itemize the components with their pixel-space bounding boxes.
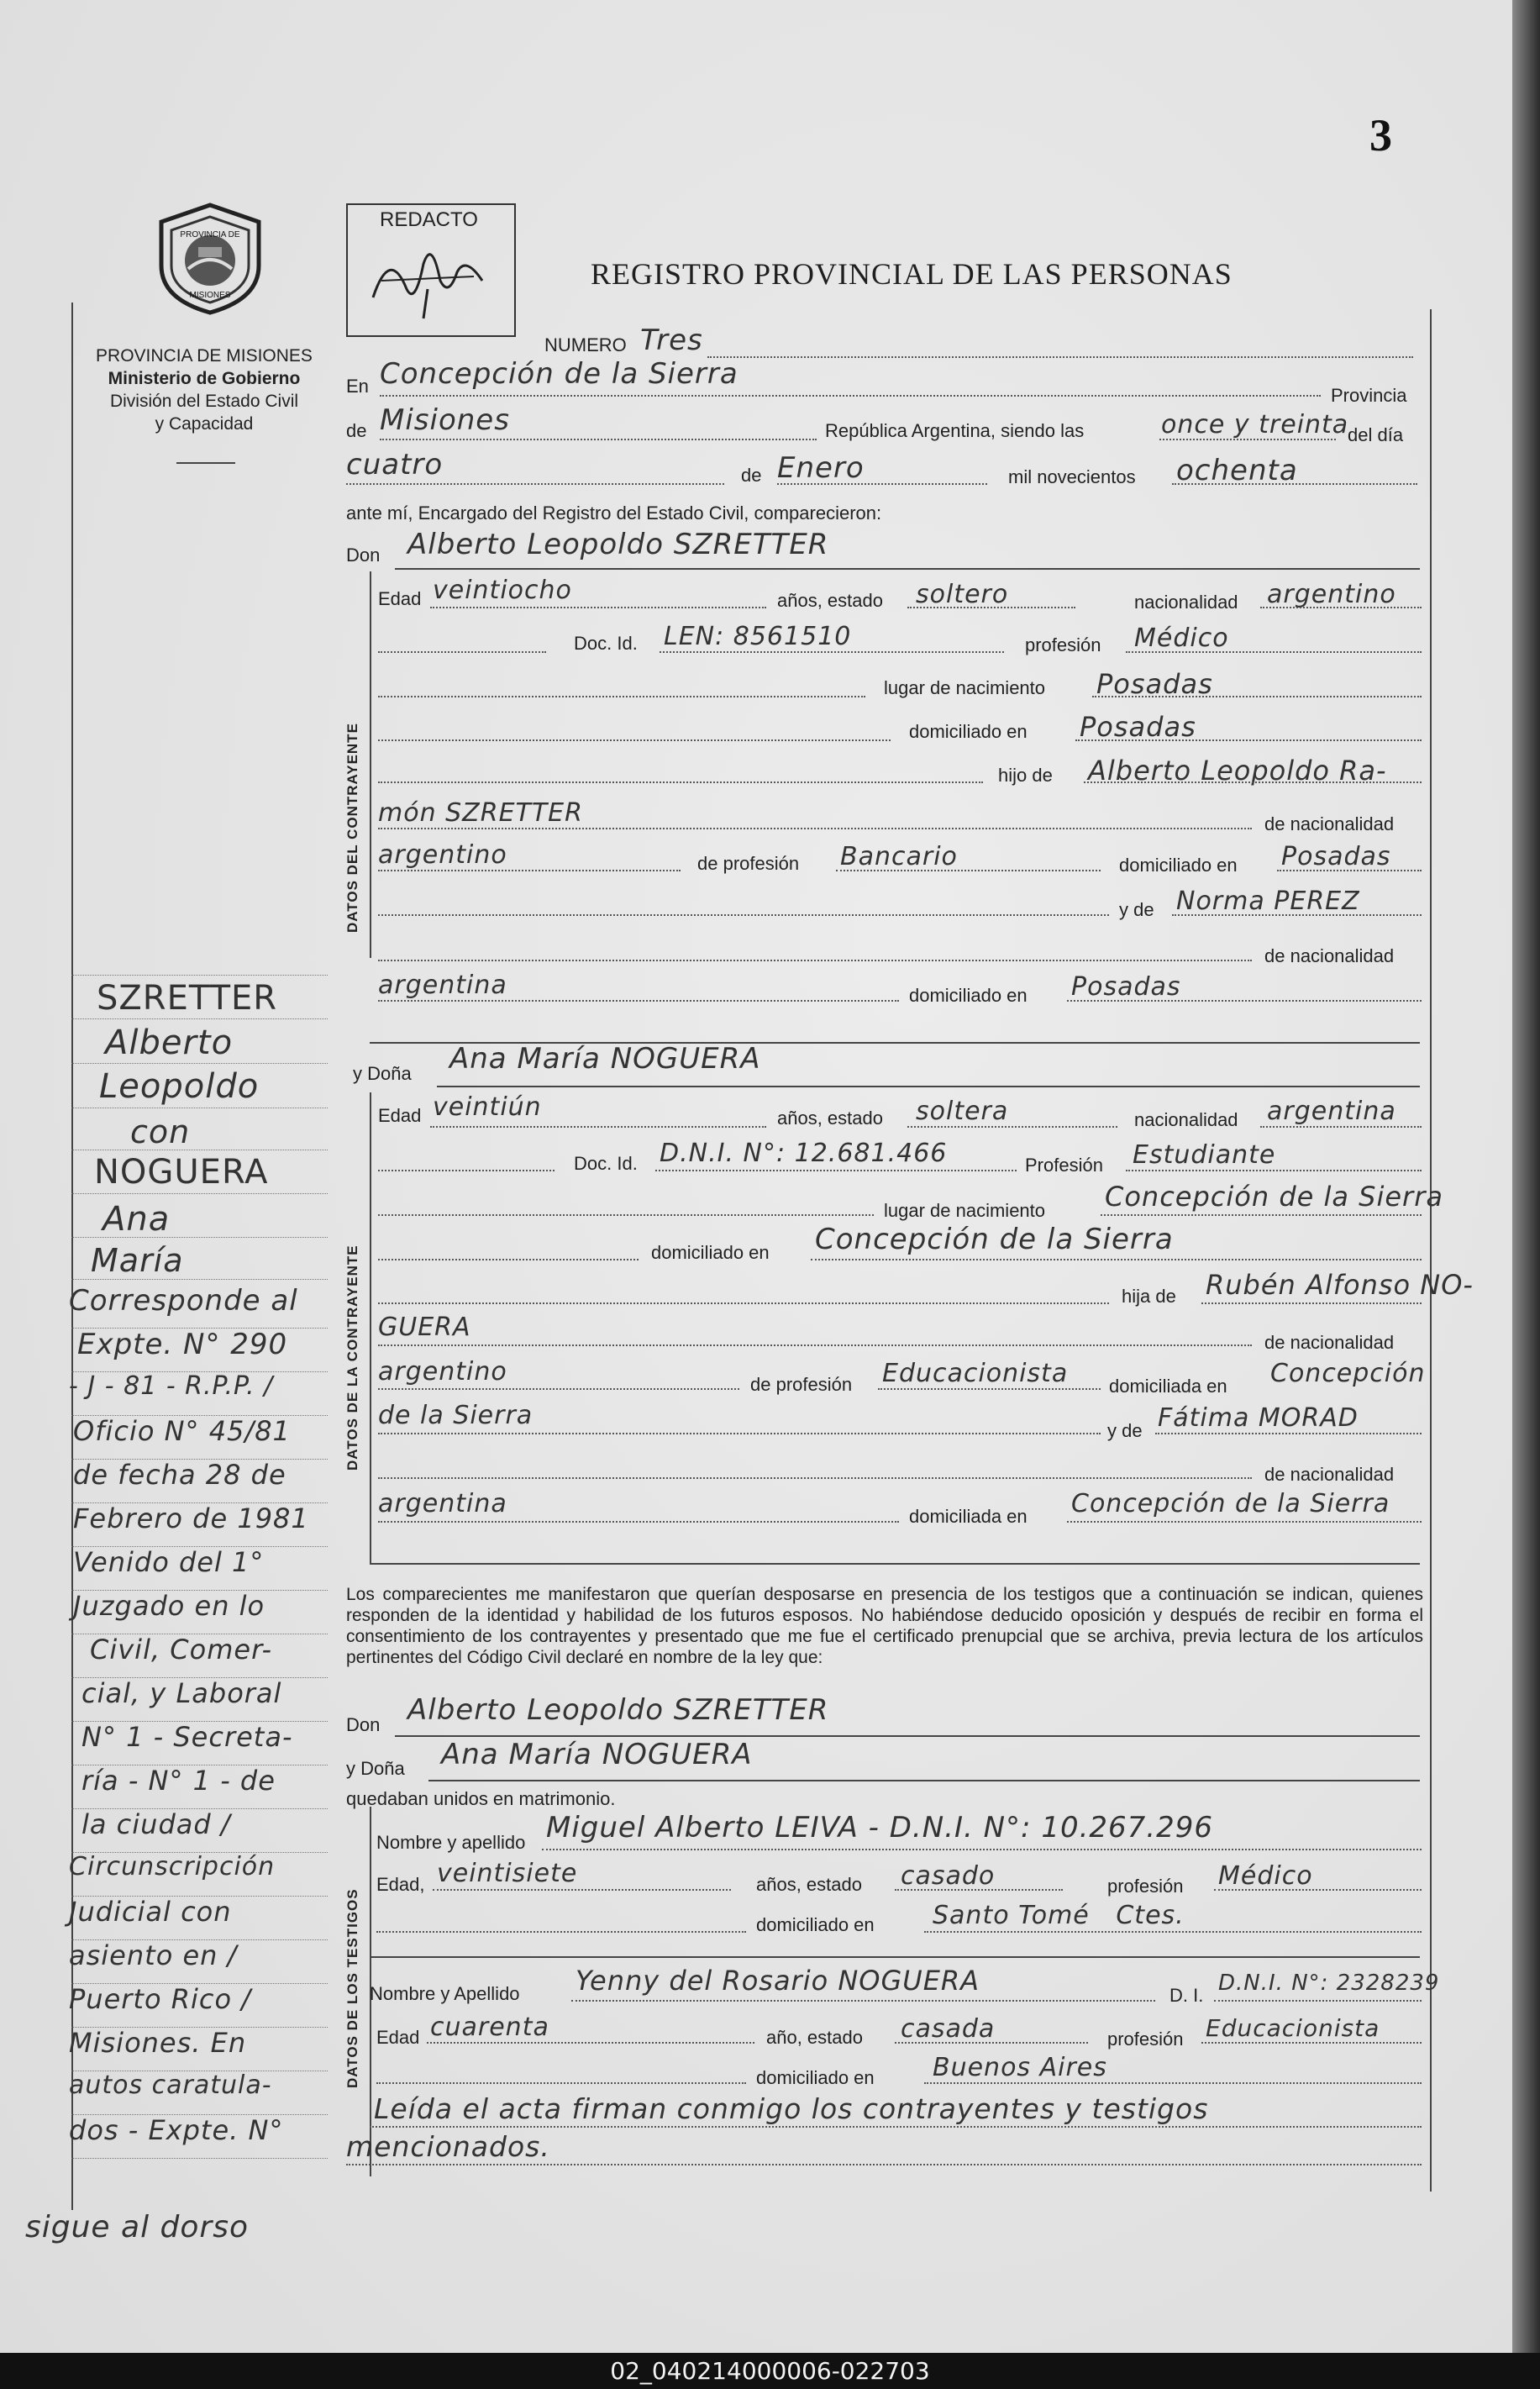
a-padre-line-2 <box>378 1344 1252 1346</box>
decl-don-line <box>395 1735 1420 1737</box>
a-padre-value-1: Rubén Alfonso NO- <box>1206 1269 1474 1301</box>
margin-name-3: Leopoldo <box>99 1067 260 1106</box>
c-madre-line <box>1172 914 1422 916</box>
ministry-line-4: y Capacidad <box>155 414 254 434</box>
margin-name-7: María <box>91 1242 184 1279</box>
c-padre-line-2 <box>378 828 1252 829</box>
decl-dona-value: Ana María NOGUERA <box>441 1738 753 1771</box>
margin-name-4: con <box>130 1113 191 1150</box>
a-madre-nac-line <box>378 1521 899 1523</box>
c-dom-label: domiciliado en <box>909 721 1028 742</box>
c-prof-line <box>1126 651 1422 653</box>
contrayenta-section-rule <box>370 1092 371 1563</box>
margin-name-5: NOGUERA <box>94 1153 269 1192</box>
a-doc-label: Doc. Id. <box>574 1153 638 1174</box>
provincia-line <box>380 439 817 440</box>
a-padre-prof-label: de profesión <box>750 1374 853 1395</box>
margin-rule-2 <box>71 1063 328 1064</box>
a-edad-label: Edad <box>378 1105 422 1126</box>
a-y-de-label: y de <box>1107 1420 1143 1441</box>
a-dom-line <box>811 1259 1422 1260</box>
contrayente-section-rule <box>370 571 371 958</box>
annot-line-7: Venido del 1° <box>73 1546 265 1578</box>
a-padre-dom-value-2: de la Sierra <box>378 1401 533 1430</box>
a-anios-label: años, estado <box>777 1108 883 1129</box>
t2-prof-label: profesión <box>1107 2029 1184 2050</box>
anio-line <box>1172 483 1417 485</box>
c-padre-dom-value: Posadas <box>1281 842 1391 871</box>
contrayente-nombre: Alberto Leopoldo SZRETTER <box>407 528 829 561</box>
a-dom-label: domiciliado en <box>651 1242 770 1263</box>
t2-di-value: D.N.I. N°: 2328239 <box>1218 1971 1440 1996</box>
a-prof-label: Profesión <box>1025 1155 1103 1176</box>
t2-dom-line <box>924 2082 1422 2084</box>
c-padre-nac-value: argentino <box>378 840 507 870</box>
t2-nombre-value: Yenny del Rosario NOGUERA <box>576 1965 980 1997</box>
a-edad-value: veintiún <box>433 1092 542 1122</box>
a-estado-line <box>907 1126 1117 1128</box>
a-padre-nac-line <box>378 1388 739 1390</box>
c-padre-prof-label: de profesión <box>697 853 800 874</box>
a-padre-nac-label: de nacionalidad <box>1264 1332 1395 1353</box>
annot-line-13: la ciudad / <box>81 1808 231 1840</box>
c-nac-value: argentino <box>1267 580 1396 609</box>
a-madre-dom-label: domiciliada en <box>909 1506 1028 1527</box>
seal-bottom-text: MISIONES <box>189 291 231 300</box>
a-madre-nac-value: argentina <box>378 1489 507 1518</box>
t2-estado-label: año, estado <box>766 2027 863 2048</box>
t1-edad-line <box>433 1889 731 1891</box>
c-edad-label: Edad <box>378 588 422 609</box>
provincia-value: Misiones <box>380 403 510 437</box>
c-estado-value: soltero <box>916 580 1009 609</box>
dia-line <box>346 483 724 485</box>
en-label: En <box>346 376 369 397</box>
c-padre-value-1: Alberto Leopoldo Ra- <box>1088 755 1387 787</box>
contrayenta-side-label: DATOS DE LA CONTRAYENTE <box>344 1244 360 1471</box>
seal-top-text: PROVINCIA DE <box>180 230 240 239</box>
t1-dom-value: Santo Tomé Ctes. <box>933 1901 1185 1930</box>
quedaban-text: quedaban unidos en matrimonio. <box>346 1788 616 1809</box>
annot-rule-16 <box>71 1983 328 1984</box>
de-label: de <box>346 420 367 441</box>
t2-di-line <box>1214 2000 1422 2002</box>
t1-prof-label: profesión <box>1107 1876 1184 1897</box>
a-padre-nac-value: argentino <box>378 1357 507 1387</box>
t1-nombre-value: Miguel Alberto LEIVA - D.N.I. N°: 10.267.296 <box>546 1811 1213 1844</box>
a-doc-value: D.N.I. N°: 12.681.466 <box>660 1139 948 1168</box>
c-madre-nac-value: argentina <box>378 971 507 1000</box>
c-prof-label: profesión <box>1025 634 1101 655</box>
c-madre-dom-value: Posadas <box>1071 972 1181 1002</box>
c-padre-nac-label: de nacionalidad <box>1264 813 1395 834</box>
a-nac-line <box>1260 1126 1422 1128</box>
ministry-divider <box>176 462 235 464</box>
t1-dom-pre-line <box>376 1931 746 1933</box>
cierre-line-1-rule <box>370 2126 1422 2128</box>
a-estado-value: soltera <box>916 1097 1009 1126</box>
c-lugarnac-label: lugar de nacimiento <box>884 677 1046 698</box>
page-number: 3 <box>1369 110 1392 160</box>
annot-line-20: dos - Expte. N° <box>69 2114 284 2146</box>
annot-rule-12 <box>71 1808 328 1809</box>
republica-label: República Argentina, siendo las <box>825 420 1085 441</box>
annot-line-3: - J - 81 - R.P.P. / <box>69 1371 274 1401</box>
del-dia-label: del día <box>1348 424 1404 445</box>
dona-line <box>437 1086 1420 1087</box>
ministry-line-3: División del Estado Civil <box>109 392 299 411</box>
t1-prof-value: Médico <box>1218 1861 1313 1891</box>
declaracion-paragraph: Los comparecientes me manifestaron que querían desposarse en presencia de los testigos que a continuación se indican, quienes responden de la identidad y habilidad de los futuros esposos. No habiéndose deducido oposición y después de recibir en forma el consentimiento de los contrayentes y presentado que me fue el certificado prenupcial que se archiva, previa lectura de los artículos pertinentes del Código Civil declaré en nombre de la ley que: <box>346 1585 1423 1667</box>
a-padre-line-1 <box>1201 1302 1422 1304</box>
t2-prof-value: Educacionista <box>1206 2014 1380 2042</box>
a-madre-dom-line <box>1067 1521 1422 1523</box>
t1-nombre-label: Nombre y apellido <box>376 1832 526 1853</box>
annot-rule-10 <box>71 1721 328 1722</box>
c-madre-nac-pre-line <box>378 960 1252 961</box>
t2-dom-pre-line <box>376 2082 746 2084</box>
c-padre-prof-line <box>836 870 1101 871</box>
margin-name-6: Ana <box>102 1200 171 1239</box>
decl-don-label: Don <box>346 1714 381 1735</box>
annot-rule-20 <box>71 2158 328 2159</box>
annot-line-19: autos caratula- <box>69 2071 272 2100</box>
t2-dom-label: domiciliado en <box>756 2067 875 2088</box>
annot-rule-15 <box>71 1939 328 1940</box>
c-nac-label: nacionalidad <box>1134 592 1238 613</box>
c-lugarnac-pre-line <box>378 696 865 697</box>
provincia-label: Provincia <box>1331 385 1407 406</box>
t1-estado-value: casado <box>901 1861 996 1891</box>
a-dom-pre-line <box>378 1259 639 1260</box>
t2-edad-line <box>427 2042 754 2044</box>
a-prof-line <box>1126 1170 1422 1171</box>
decl-don-value: Alberto Leopoldo SZRETTER <box>407 1693 829 1727</box>
form-right-rule <box>1430 309 1432 2192</box>
a-doc-pre-line <box>378 1170 555 1171</box>
c-dom-pre-line <box>378 739 891 741</box>
redacto-stamp-box <box>346 203 516 337</box>
annot-line-17: Puerto Rico / <box>69 1983 251 2015</box>
a-nac-label: nacionalidad <box>1134 1109 1238 1130</box>
margin-rule-1 <box>71 1018 328 1019</box>
annot-line-6: Febrero de 1981 <box>73 1502 309 1534</box>
annot-line-2: Expte. N° 290 <box>77 1328 288 1361</box>
t1-nombre-line <box>542 1849 1422 1850</box>
t2-nombre-line <box>571 2000 1155 2002</box>
ante-mi-text: ante mí, Encargado del Registro del Estado Civil, comparecieron: <box>346 503 882 524</box>
c-madre-pre-line <box>378 914 1109 916</box>
t1-estado-line <box>895 1889 1063 1891</box>
c-padre-prof-value: Bancario <box>840 842 958 871</box>
dia-value: cuatro <box>346 448 444 481</box>
hora-line <box>1159 439 1336 440</box>
ministry-line-2: Ministerio de Gobierno <box>108 369 301 388</box>
testigos-separator <box>370 1956 1420 1958</box>
t1-dom-label: domiciliado en <box>756 1914 875 1935</box>
t1-estado-label: años, estado <box>756 1874 862 1895</box>
c-padre-dom-line <box>1277 870 1422 871</box>
t2-estado-value: casada <box>901 2014 996 2044</box>
t2-dom-value: Buenos Aires <box>933 2053 1107 2082</box>
cierre-line-1: Leída el acta firman conmigo los contrayentes y testigos <box>374 2092 1209 2125</box>
annot-line-18: Misiones. En <box>69 2027 247 2059</box>
t1-edad-value: veintisiete <box>437 1859 578 1888</box>
ministry-block <box>74 345 334 435</box>
annot-rule-6 <box>71 1546 328 1547</box>
margin-rule-5 <box>71 1193 328 1194</box>
a-padre-prof-value: Educacionista <box>882 1359 1069 1388</box>
numero-value: Tres <box>640 324 703 357</box>
t1-dom-line <box>924 1931 1422 1933</box>
c-hijo-label: hijo de <box>998 765 1053 786</box>
hora-value: once y treinta <box>1161 410 1349 439</box>
annot-rule-13 <box>71 1852 328 1853</box>
annot-line-15: Judicial con <box>69 1896 232 1928</box>
a-lugarnac-pre-line <box>378 1214 874 1216</box>
a-nac-value: argentina <box>1267 1097 1396 1126</box>
decl-dona-line <box>428 1780 1420 1781</box>
mes-line <box>777 483 987 485</box>
margin-top-rule <box>71 975 328 976</box>
margin-name-1: SZRETTER <box>97 979 278 1018</box>
margin-rule-6 <box>71 1237 328 1238</box>
a-padre-prof-line <box>878 1388 1101 1390</box>
a-hija-label: hija de <box>1122 1286 1176 1307</box>
c-madre-dom-line <box>1067 1000 1422 1002</box>
a-madre-nac-pre-line <box>378 1477 1252 1479</box>
mes-value: Enero <box>777 451 865 485</box>
don-line <box>395 568 1420 570</box>
c-padre-value-2: món SZRETTER <box>378 798 583 828</box>
c-lugarnac-line <box>1092 696 1422 697</box>
a-madre-dom-value: Concepción de la Sierra <box>1071 1489 1390 1518</box>
a-padre-dom-value-1: Concepción <box>1270 1359 1426 1388</box>
lugar-line <box>380 395 1321 397</box>
annot-line-10: cial, y Laboral <box>81 1677 282 1709</box>
lugar-value: Concepción de la Sierra <box>380 357 738 391</box>
annot-line-4: Oficio N° 45/81 <box>73 1415 291 1447</box>
a-prof-value: Estudiante <box>1133 1140 1276 1170</box>
margin-name-2: Alberto <box>105 1023 234 1062</box>
c-prof-value: Médico <box>1134 624 1229 653</box>
c-doc-pre-line <box>378 651 546 653</box>
a-lugarnac-line <box>1101 1214 1422 1216</box>
t2-edad-label: Edad <box>376 2027 420 2048</box>
t2-estado-line <box>895 2042 1088 2044</box>
annot-rule-2 <box>71 1371 328 1372</box>
annot-line-9: Civil, Comer- <box>90 1634 273 1665</box>
c-nac-line <box>1260 607 1422 608</box>
t2-nombre-label: Nombre y Apellido <box>370 1983 520 2004</box>
annot-rule-9 <box>71 1677 328 1678</box>
c-hijo-pre-line <box>378 781 983 783</box>
c-edad-line <box>430 607 766 608</box>
a-lugarnac-value: Concepción de la Sierra <box>1105 1181 1443 1213</box>
annot-line-8: Juzgado en lo <box>73 1590 265 1622</box>
c-lugarnac-value: Posadas <box>1096 668 1213 700</box>
annot-rule-3 <box>71 1415 328 1416</box>
margin-rule-7 <box>71 1279 328 1280</box>
a-doc-line <box>655 1170 1017 1171</box>
a-hija-pre-line <box>378 1302 1109 1304</box>
redacto-label: REDACTO <box>380 208 478 231</box>
t1-edad-label: Edad, <box>376 1874 425 1895</box>
c-y-de-label: y de <box>1119 899 1154 920</box>
c-dom-value: Posadas <box>1080 711 1196 743</box>
c-madre-value: Norma PEREZ <box>1176 887 1360 916</box>
c-padre-line-1 <box>1084 781 1422 783</box>
a-padre-dom-label: domiciliada en <box>1109 1376 1227 1397</box>
c-madre-nac-label: de nacionalidad <box>1264 945 1395 966</box>
annot-line-1: Corresponde al <box>69 1284 298 1318</box>
annot-rule-19 <box>71 2114 328 2115</box>
annot-line-11: N° 1 - Secreta- <box>81 1721 293 1753</box>
annot-rule-7 <box>71 1590 328 1591</box>
a-dom-value: Concepción de la Sierra <box>815 1223 1174 1256</box>
annot-rule-1 <box>71 1328 328 1329</box>
numero-line <box>707 356 1413 358</box>
redacto-signature-icon <box>365 230 499 323</box>
c-madre-dom-label: domiciliado en <box>909 985 1028 1006</box>
contrayente-side-label: DATOS DEL CONTRAYENTE <box>344 723 360 933</box>
testigos-side-label: DATOS DE LOS TESTIGOS <box>344 1888 360 2088</box>
annot-line-12: ría - N° 1 - de <box>81 1765 276 1797</box>
y-dona-label: y Doña <box>353 1063 412 1084</box>
cierre-line-2: mencionados. <box>346 2130 550 2163</box>
book-binding-edge <box>1512 0 1540 2389</box>
c-edad-value: veintiocho <box>433 576 572 605</box>
c-dom-line <box>1075 739 1422 741</box>
t2-prof-line <box>1201 2042 1422 2044</box>
t1-prof-line <box>1214 1889 1422 1891</box>
annot-rule-14 <box>71 1896 328 1897</box>
provincial-seal-icon <box>151 200 269 318</box>
anio-value: ochenta <box>1176 454 1298 487</box>
cierre-line-2-rule <box>346 2164 1422 2165</box>
file-id-label: 02_040214000006-022703 <box>610 2357 930 2385</box>
don-label: Don <box>346 545 381 566</box>
a-padre-value-2: GUERA <box>378 1313 471 1342</box>
contrayenta-nombre: Ana María NOGUERA <box>449 1042 761 1076</box>
annot-line-16: asiento en / <box>69 1939 238 1971</box>
document-title: REGISTRO PROVINCIAL DE LAS PERSONAS <box>591 257 1233 291</box>
a-edad-line <box>430 1126 766 1128</box>
annot-line-5: de fecha 28 de <box>73 1459 286 1491</box>
c-doc-value: LEN: 8561510 <box>664 622 852 651</box>
c-doc-label: Doc. Id. <box>574 633 638 654</box>
c-padre-dom-label: domiciliado en <box>1119 855 1238 876</box>
ministry-line-1: PROVINCIA DE MISIONES <box>96 346 313 366</box>
decl-dona-label: y Doña <box>346 1758 405 1779</box>
c-madre-nac-line <box>378 1000 899 1002</box>
a-lugarnac-label: lugar de nacimiento <box>884 1200 1046 1221</box>
a-madre-line <box>1155 1433 1422 1434</box>
a-madre-pre-line <box>378 1433 1101 1434</box>
t2-edad-value: cuarenta <box>430 2013 549 2042</box>
a-madre-nac-label: de nacionalidad <box>1264 1464 1395 1485</box>
annot-rule-17 <box>71 2027 328 2028</box>
a-section-bottom <box>370 1563 1420 1565</box>
mil-label: mil novecientos <box>1008 466 1136 487</box>
annot-rule-4 <box>71 1459 328 1460</box>
c-doc-line <box>660 651 1004 653</box>
t2-di-label: D. I. <box>1169 1985 1204 2006</box>
c-anios-label: años, estado <box>777 590 883 611</box>
de-mes-label: de <box>741 465 762 486</box>
a-madre-value: Fátima MORAD <box>1158 1403 1359 1433</box>
annot-rule-5 <box>71 1502 328 1503</box>
numero-label: NUMERO <box>544 334 627 355</box>
c-estado-line <box>907 607 1075 608</box>
annot-line-14: Circunscripción <box>69 1852 276 1881</box>
margin-footer-note: sigue al dorso <box>25 2210 249 2244</box>
c-padre-nac-line <box>378 870 681 871</box>
